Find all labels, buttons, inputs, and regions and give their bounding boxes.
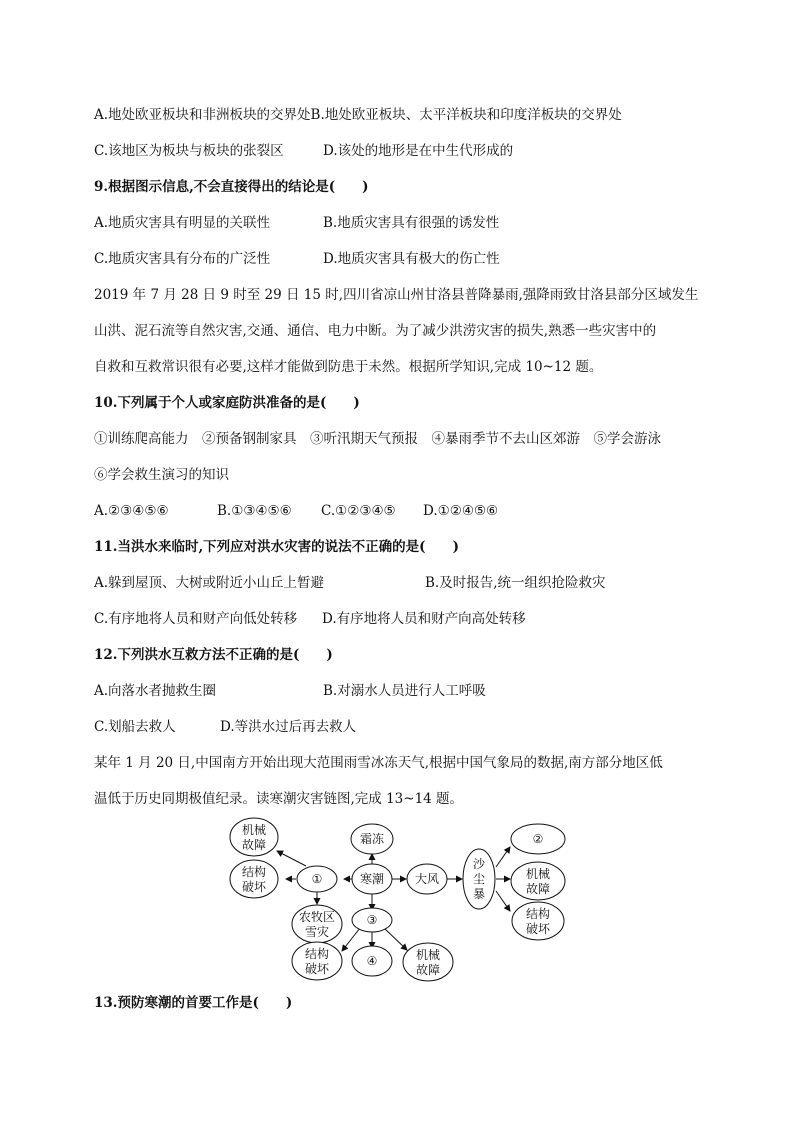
q9-option-c[interactable]: C.地质灾害具有分布的广泛性 [94,251,271,267]
label-sand-2: 尘 [472,872,486,886]
label-mech-c-1: 机械 [415,948,441,962]
label-mech-a-1: 机械 [241,823,267,837]
passage-line-3: 自救和互救常识很有必要,这样才能做到防患于未然。根据所学知识,完成 10~12 题。 [94,359,603,375]
label-2: ② [532,832,544,846]
label-struct-a-2: 破坏 [241,880,267,894]
q12-option-b[interactable]: B.对溺水人员进行人工呼吸 [323,683,486,699]
q9-option-b[interactable]: B.地质灾害具有很强的诱发性 [323,215,500,231]
q8-option-d[interactable]: D.该处的地形是在中生代形成的 [323,143,514,159]
label-mech-b-1: 机械 [525,867,551,881]
q10-option-c[interactable]: C.①②③④⑤ [321,503,396,519]
q11-option-a[interactable]: A.躲到屋顶、大树或附近小山丘上暂避 [94,575,325,591]
question-11: 11.当洪水来临时,下列应对洪水灾害的说法不正确的是( ) [94,539,459,555]
label-mech-a-2: 故障 [241,838,267,852]
q12-option-d[interactable]: D.等洪水过后再去救人 [220,719,357,735]
label-sand-1: 沙 [472,857,486,871]
label-3: ③ [366,913,378,927]
label-snow-1: 农牧区 [298,910,336,924]
q12-options-ab [94,681,486,701]
q8-option-b[interactable]: B.地处欧亚板块、太平洋板块和印度洋板块的交界处 [310,107,622,123]
q10-option-b[interactable]: B.①③④⑤⑥ [217,503,292,519]
q8-option-c[interactable]: C.该地区为板块与板块的张裂区 [94,143,284,159]
q10-option-a[interactable]: A.②③④⑤⑥ [94,503,169,519]
label-snow-2: 雪灾 [304,925,330,939]
q10-option-d[interactable]: D.①②④⑤⑥ [423,503,499,519]
q10-options [94,501,499,521]
q11-options-ab [94,573,606,593]
q11-option-d[interactable]: D.有序地将人员和财产向高处转移 [322,611,526,627]
q8-options-cd [94,141,514,161]
q9-option-a[interactable]: A.地质灾害具有明显的关联性 [94,215,271,231]
label-struct-b-1: 结构 [525,907,551,921]
q12-option-c[interactable]: C.划船去救人 [94,719,176,735]
question-13: 13.预防寒潮的首要工作是( ) [94,995,293,1011]
label-struct-a-1: 结构 [241,865,267,879]
label-center: 寒潮 [359,872,385,886]
passage-line-2: 山洪、泥石流等自然灾害,交通、通信、电力中断。为了减少洪涝灾害的损失,熟悉一些灾害中的 [94,323,657,339]
label-struct-c-1: 结构 [304,947,330,961]
q9-options-ab [94,213,500,233]
q10-items-line-1: ①训练爬高能力 ②预备钢制家具 ③听汛期天气预报 ④暴雨季节不去山区郊游 ⑤学会游泳 [94,431,661,447]
question-9: 9.根据图示信息,不会直接得出的结论是( ) [94,179,369,195]
q11-options-cd [94,609,526,629]
passage-line-4: 某年 1 月 20 日,中国南方开始出现大范围雨雪冰冻天气,根据中国气象局的数据,南方部分地区低 [94,755,663,771]
label-1: ① [311,872,323,886]
q11-option-c[interactable]: C.有序地将人员和财产向低处转移 [94,611,298,627]
q12-options-cd [94,717,357,737]
q9-options-cd [94,249,500,269]
question-10: 10.下列属于个人或家庭防洪准备的是( ) [94,395,360,411]
label-struct-c-2: 破坏 [304,962,330,976]
label-4: ④ [366,954,378,968]
label-mech-b-2: 故障 [525,882,551,896]
q9-option-d[interactable]: D.地质灾害具有极大的伤亡性 [323,251,500,267]
q12-option-a[interactable]: A.向落水者抛救生圈 [94,683,217,699]
label-frost: 霜冻 [359,832,385,846]
passage-line-5: 温低于历史同期极值纪录。读寒潮灾害链图,完成 13~14 题。 [94,791,464,807]
cold-wave-chain-diagram [220,816,580,986]
q8-option-a[interactable]: A.地处欧亚板块和非洲板块的交界处 [94,107,311,123]
label-wind: 大风 [414,872,440,886]
label-struct-b-2: 破坏 [525,922,551,936]
q11-option-b[interactable]: B.及时报告,统一组织抢险救灾 [425,575,606,591]
passage-line-1: 2019 年 7 月 28 日 9 时至 29 日 15 时,四川省凉山州甘洛县普降暴雨,强降雨致甘洛县部分区域发生 [94,287,699,303]
label-mech-c-2: 故障 [415,963,441,977]
q8-options-ab [94,105,622,125]
question-12: 12.下列洪水互救方法不正确的是( ) [94,647,333,663]
q10-items-line-2: ⑥学会救生演习的知识 [94,467,229,483]
label-sand-3: 暴 [472,887,486,901]
